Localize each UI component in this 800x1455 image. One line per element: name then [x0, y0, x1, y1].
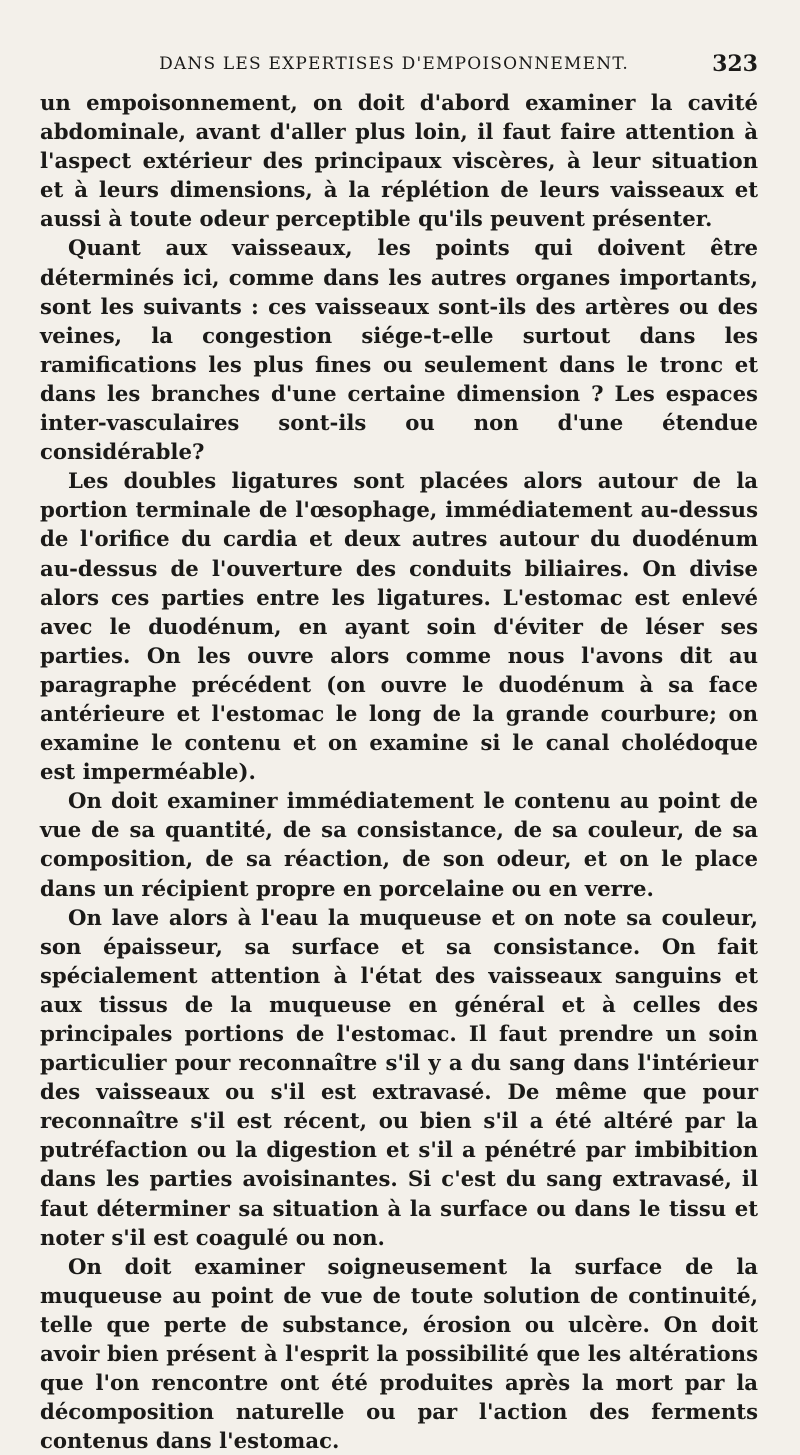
paragraph: Quant aux vaisseaux, les points qui doivent être déterminés ici, comme dans les autres organes importants, sont les suivants : ces vaisseaux sont-ils des artères ou des veines, la congestion siége-t-elle surtout dans les ramifications les plus fines ou seulement dans le tronc et dans les branches d'une certaine dimension ? Les espaces inter-vasculaires sont-ils ou non d'une étendue considérable?	[40, 235, 758, 465]
paragraph: On lave alors à l'eau la muqueuse et on note sa couleur, son épaisseur, sa surface et sa consistance. On fait spécialement attention à l'état des vaisseaux sanguins et aux tissus de la muqueuse en général et à celles des principales portions de l'estomac. Il faut prendre un soin particulier pour reconnaître s'il y a du sang dans l'intérieur des vaisseaux ou s'il est extravasé. De même que pour reconnaître s'il est récent, ou bien s'il a été altéré par la putréfaction ou la digestion et s'il a pénétré par imbibition dans les parties avoisinantes. Si c'est du sang extravasé, il faut déterminer sa situation à la surface ou dans le tissu et noter s'il est coagulé ou non.	[40, 904, 758, 1250]
paragraph: un empoisonnement, on doit d'abord examiner la cavité abdominale, avant d'aller plus loin, il faut faire attention à l'aspect extérieur des principaux viscères, à leur situation et à leurs dimensions, à la réplétion de leurs vaisseaux et aussi à toute odeur perceptible qu'ils peuvent présenter.	[40, 90, 758, 232]
paragraph: Les doubles ligatures sont placées alors autour de la portion terminale de l'œsophage, immédiatement au-dessus de l'orifice du cardia et deux autres autour du duodénum au-dessus de l'ouverture des conduits biliaires. On divise alors ces parties entre les ligatures. L'estomac est enlevé avec le duodénum, en ayant soin d'éviter de léser ses parties. On les ouvre alors comme nous l'avons dit au paragraphe précédent (on ouvre le duodénum à sa face antérieure et l'estomac le long de la grande courbure; on examine le contenu et on examine si le canal cholédoque est imperméable).	[40, 468, 758, 785]
running-title: DANS LES EXPERTISES D'EMPOISONNEMENT.	[159, 54, 629, 74]
page-body	[40, 88, 758, 1455]
page-number: 323	[712, 51, 758, 77]
paragraph: On doit examiner soigneusement la surface de la muqueuse au point de vue de toute solution de continuité, telle que perte de substance, érosion ou ulcère. On doit avoir bien présent à l'esprit la possibilité que les altérations que l'on rencontre ont été produites après la mort par la décomposition naturelle ou par l'action des ferments contenus dans l'estomac.	[40, 1253, 758, 1454]
running-header	[36, 50, 758, 78]
paragraph: On doit examiner immédiatement le contenu au point de vue de sa quantité, de sa consistance, de sa couleur, de sa composition, de sa réaction, de son odeur, et on le place dans un récipient propre en porcelaine ou en verre.	[40, 788, 758, 901]
